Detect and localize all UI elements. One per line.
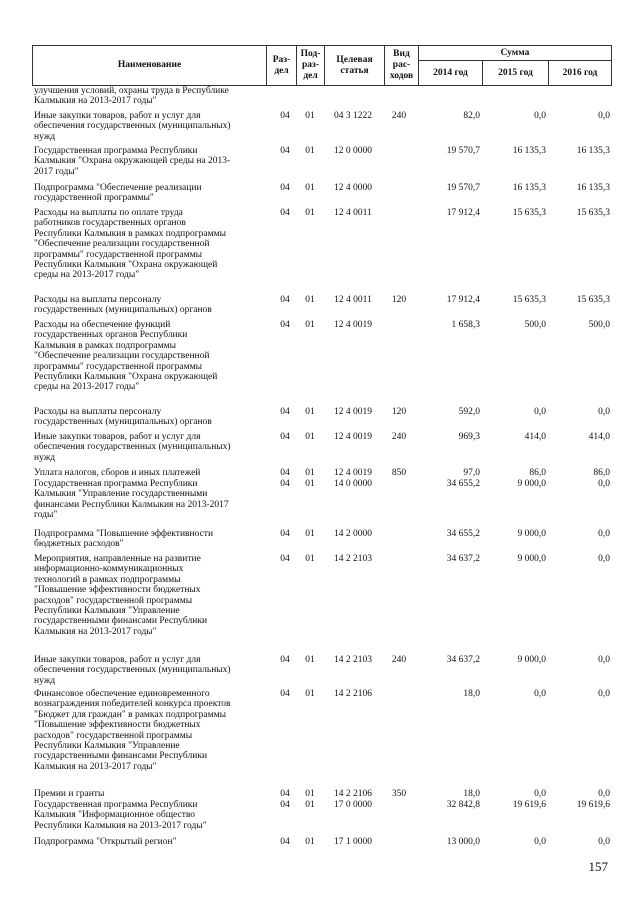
row-target: 12 0 0000: [334, 146, 372, 156]
row-name: Подпрограмма "Обеспечение реализации государственной программы": [34, 183, 202, 204]
row-2015: 16 135,3: [512, 146, 546, 156]
row-2014: 18,0: [463, 789, 480, 799]
header-target: Целевая статья: [325, 46, 385, 85]
row-target: 12 4 0019: [334, 468, 372, 478]
row-2016: 0,0: [598, 655, 610, 665]
row-2014: 32 842,8: [446, 800, 480, 810]
row-name: Иные закупки товаров, работ и услуг для обеспечения государственных (муниципальных) нужд: [34, 111, 231, 142]
row-section: 04: [280, 554, 290, 564]
row-2014: 19 570,7: [446, 183, 480, 193]
row-2014: 969,3: [458, 432, 480, 442]
row-name: Уплата налогов, сборов и иных платежей: [34, 468, 201, 478]
row-section: 04: [280, 432, 290, 442]
row-2015: 500,0: [524, 320, 546, 330]
row-2016: 0,0: [598, 689, 610, 699]
row-2016: 0,0: [598, 529, 610, 539]
row-target: 14 2 2103: [334, 655, 372, 665]
row-subsection: 01: [305, 320, 315, 330]
row-subsection: 01: [305, 689, 315, 699]
row-section: 04: [280, 295, 290, 305]
row-name: Иные закупки товаров, работ и услуг для обеспечения государственных (муниципальных) нужд: [34, 655, 231, 686]
row-2014: 17 912,4: [446, 208, 480, 218]
row-2016: 0,0: [598, 554, 610, 564]
row-2015: 0,0: [534, 111, 546, 121]
row-section: 04: [280, 689, 290, 699]
row-subsection: 01: [305, 789, 315, 799]
row-section: 04: [280, 789, 290, 799]
row-2014: 592,0: [458, 407, 480, 417]
row-2015: 16 135,3: [512, 183, 546, 193]
row-name: Государственная программа Республики Калмыкия "Управление государственными финансами Республики Калмыкия на 2013-2017 годы": [34, 479, 229, 521]
row-subsection: 01: [305, 479, 315, 489]
row-target: 12 4 0019: [334, 320, 372, 330]
row-section: 04: [280, 479, 290, 489]
header-name: Наименование: [33, 46, 267, 85]
row-2016: 0,0: [598, 789, 610, 799]
row-subsection: 01: [305, 183, 315, 193]
row-target: 04 3 1222: [334, 111, 372, 121]
row-target: 12 4 0019: [334, 407, 372, 417]
row-section: 04: [280, 655, 290, 665]
row-2015: 86,0: [529, 468, 546, 478]
row-section: 04: [280, 208, 290, 218]
row-2014: 19 570,7: [446, 146, 480, 156]
row-name: Подпрограмма "Открытый регион": [34, 837, 177, 847]
row-name: Финансовое обеспечение единовременного вознаграждения победителей конкурса проектов "Бюджет для граждан" в рамках подпрограммы "Повышение эффективности бюджетных расходов" государственной программы Республики Калмыкия "Управление государственными финансами Республики Калмыкия на 2013-2017 годы": [34, 689, 231, 772]
header-subsection: Под- раз- дел: [297, 46, 325, 85]
row-subsection: 01: [305, 468, 315, 478]
row-2014: 1 658,3: [451, 320, 480, 330]
row-expense: 240: [391, 432, 407, 442]
row-subsection: 01: [305, 208, 315, 218]
row-expense: 240: [391, 655, 407, 665]
row-target: 14 2 2106: [334, 689, 372, 699]
row-2016: 414,0: [588, 432, 610, 442]
row-subsection: 01: [305, 529, 315, 539]
row-target: 12 4 0000: [334, 183, 372, 193]
row-name: Мероприятия, направленные на развитие информационно-коммуникационных технологий в рамках подпрограммы "Повышение эффективности бюджетных расходов" государственной программы Республики Калмыкия "Управление государственными финансами Республики Калмыкия на 2013-2017 годы": [34, 554, 208, 637]
row-2016: 16 135,3: [576, 146, 610, 156]
row-2014: 18,0: [463, 689, 480, 699]
row-2014: 82,0: [463, 111, 480, 121]
row-2015: 9 000,0: [517, 529, 546, 539]
row-expense: 240: [391, 111, 407, 121]
row-name: Расходы на обеспечение функций государственных органов Республики Калмыкия в рамках подпрограммы "Обеспечение реализации государственной программы" государственной программы Республики Калмыкия "Охрана окружающей среды на 2013-2017 годы": [34, 320, 218, 393]
row-section: 04: [280, 111, 290, 121]
row-2015: 19 619,6: [512, 800, 546, 810]
row-2014: 34 655,2: [446, 479, 480, 489]
row-name: Расходы на выплаты персоналу государственных (муниципальных) органов: [34, 295, 212, 316]
table-header: [32, 45, 612, 86]
row-section: 04: [280, 837, 290, 847]
row-2015: 9 000,0: [517, 554, 546, 564]
row-subsection: 01: [305, 655, 315, 665]
row-2016: 19 619,6: [576, 800, 610, 810]
header-section: Раз- дел: [267, 46, 297, 85]
row-target: 14 2 2103: [334, 554, 372, 564]
row-2014: 97,0: [463, 468, 480, 478]
row-2016: 15 635,3: [576, 208, 610, 218]
row-target: 12 4 0011: [334, 295, 372, 305]
row-2014: 17 912,4: [446, 295, 480, 305]
row-section: 04: [280, 183, 290, 193]
row-section: 04: [280, 146, 290, 156]
row-name: Государственная программа Республики Калмыкия "Информационное общество Республики Калмыкия на 2013-2017 годы": [34, 800, 207, 831]
row-2016: 0,0: [598, 837, 610, 847]
row-2014: 34 637,2: [446, 655, 480, 665]
row-2016: 0,0: [598, 479, 610, 489]
header-sum: Сумма: [419, 46, 611, 61]
row-2015: 0,0: [534, 407, 546, 417]
row-target: 17 1 0000: [334, 837, 372, 847]
row-2016: 15 635,3: [576, 295, 610, 305]
row-subsection: 01: [305, 554, 315, 564]
row-2016: 86,0: [593, 468, 610, 478]
row-expense: 120: [391, 295, 407, 305]
row-expense: 120: [391, 407, 407, 417]
row-section: 04: [280, 320, 290, 330]
row-name: Премии и гранты: [34, 789, 105, 799]
row-2015: 15 635,3: [512, 208, 546, 218]
row-2015: 9 000,0: [517, 655, 546, 665]
row-expense: 850: [391, 468, 407, 478]
row-subsection: 01: [305, 837, 315, 847]
row-name: Расходы на выплаты по оплате труда работников государственных органов Республики Калмыкия в рамках подпрограммы "Обеспечение реализации государственной программы" государственной программы Республики Калмыкия "Охрана окружающей среды на 2013-2017 годы": [34, 208, 227, 281]
row-2015: 0,0: [534, 789, 546, 799]
row-name: Подпрограмма "Повышение эффективности бюджетных расходов": [34, 529, 214, 550]
header-year-2016: 2016 год: [562, 68, 598, 78]
row-2015: 15 635,3: [512, 295, 546, 305]
row-target: 14 2 0000: [334, 529, 372, 539]
row-subsection: 01: [305, 407, 315, 417]
row-section: 04: [280, 407, 290, 417]
row-target: 14 2 2106: [334, 789, 372, 799]
row-2014: 13 000,0: [446, 837, 480, 847]
row-2015: 9 000,0: [517, 479, 546, 489]
row-name: Расходы на выплаты персоналу государственных (муниципальных) органов: [34, 407, 212, 428]
row-subsection: 01: [305, 432, 315, 442]
row-2014: 34 637,2: [446, 554, 480, 564]
row-name: улучшения условий, охраны труда в Республике Калмыкия на 2013-2017 годы": [34, 86, 229, 107]
header-year-2015: 2015 год: [483, 61, 549, 85]
row-2016: 16 135,3: [576, 183, 610, 193]
row-subsection: 01: [305, 295, 315, 305]
row-section: 04: [280, 468, 290, 478]
row-2016: 0,0: [598, 111, 610, 121]
row-target: 12 4 0011: [334, 208, 372, 218]
row-subsection: 01: [305, 111, 315, 121]
row-2015: 0,0: [534, 689, 546, 699]
header-year-2014: 2014 год: [419, 61, 483, 85]
row-subsection: 01: [305, 146, 315, 156]
row-2015: 0,0: [534, 837, 546, 847]
row-name: Иные закупки товаров, работ и услуг для обеспечения государственных (муниципальных) нужд: [34, 432, 231, 463]
row-target: 17 0 0000: [334, 800, 372, 810]
row-2015: 414,0: [524, 432, 546, 442]
page-number: 157: [588, 859, 608, 874]
row-target: 14 0 0000: [334, 479, 372, 489]
row-expense: 350: [391, 789, 407, 799]
row-2016: 0,0: [598, 407, 610, 417]
row-subsection: 01: [305, 800, 315, 810]
row-2014: 34 655,2: [446, 529, 480, 539]
row-section: 04: [280, 800, 290, 810]
row-name: Государственная программа Республики Калмыкия "Охрана окружающей среды на 2013- 2017 годы": [34, 146, 231, 177]
header-expense: Вид рас- ходов: [385, 46, 419, 85]
row-section: 04: [280, 529, 290, 539]
row-target: 12 4 0019: [334, 432, 372, 442]
row-2016: 500,0: [588, 320, 610, 330]
